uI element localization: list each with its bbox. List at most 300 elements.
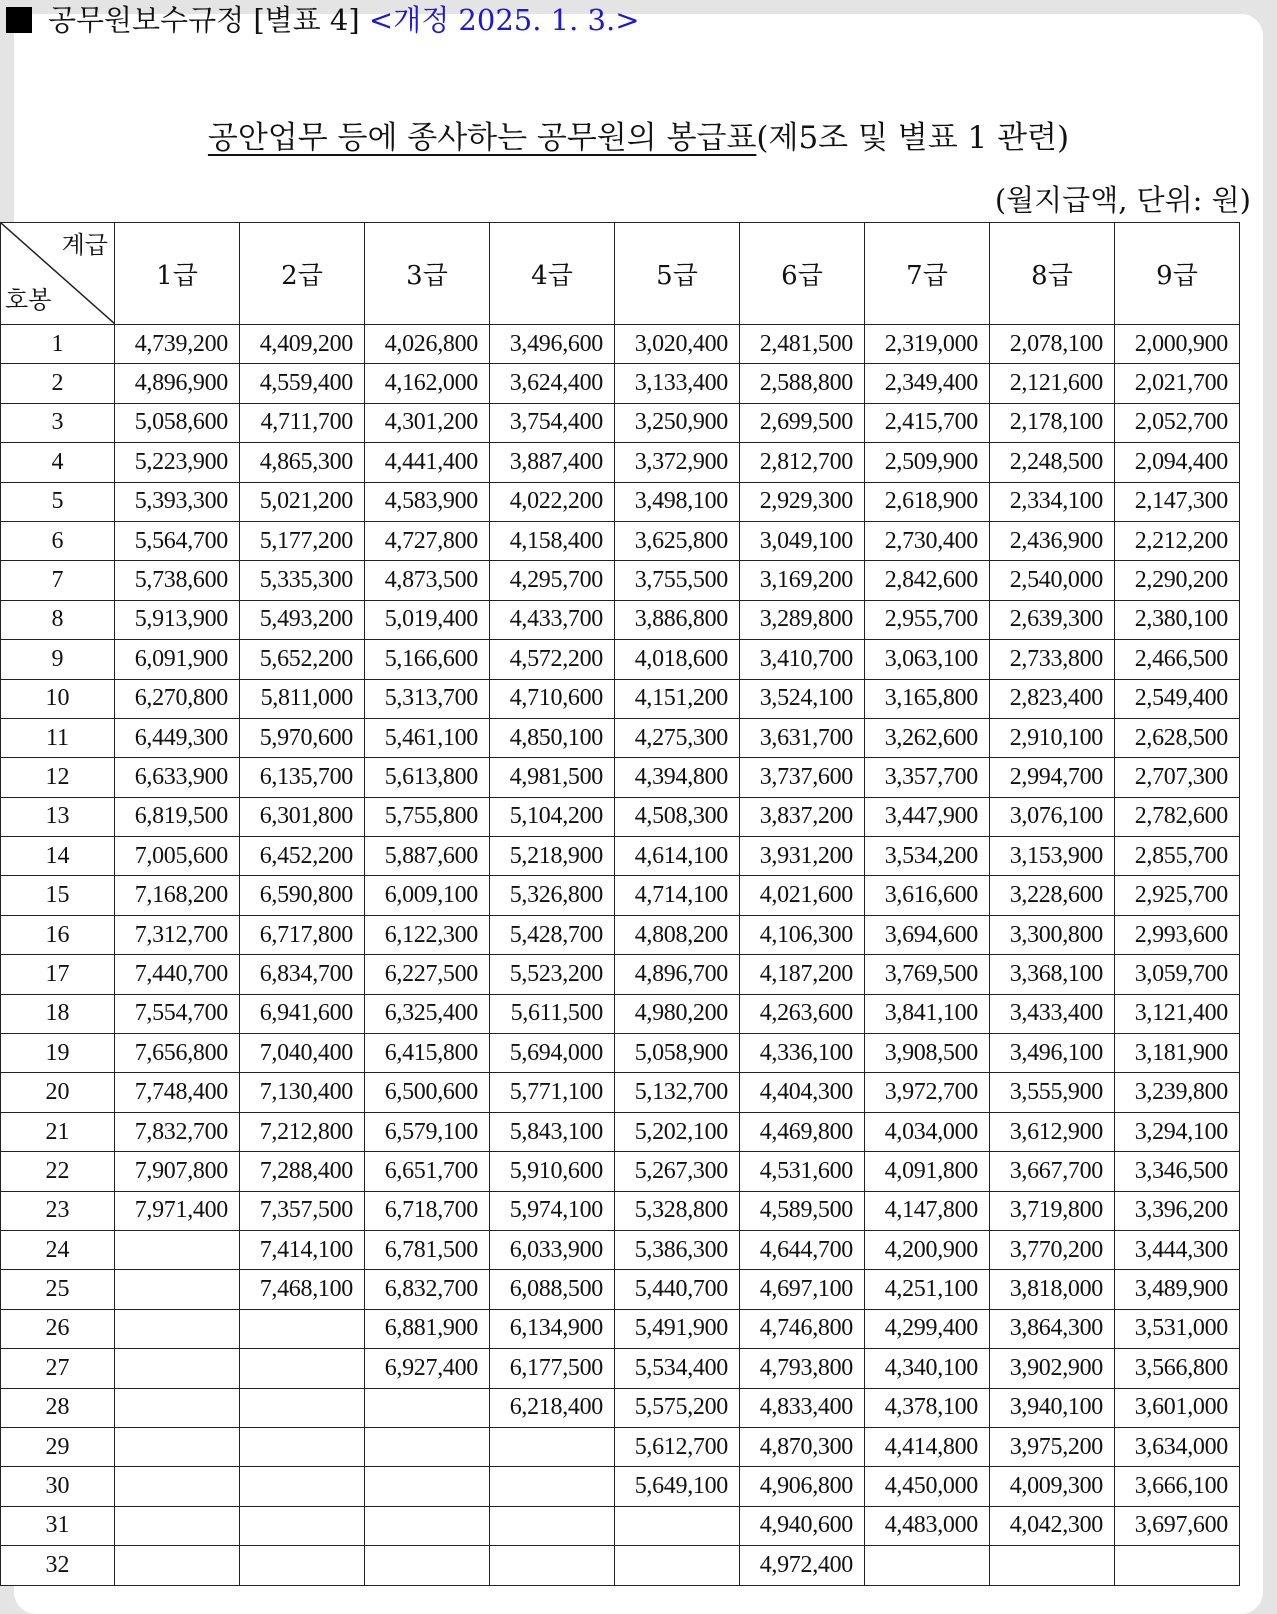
salary-cell: 3,719,800 (990, 1191, 1115, 1230)
salary-cell (365, 1506, 490, 1545)
salary-cell: 4,433,700 (490, 600, 615, 639)
salary-cell: 4,441,400 (365, 443, 490, 482)
salary-cell: 2,212,200 (1115, 521, 1240, 560)
salary-cell: 2,121,600 (990, 364, 1115, 403)
salary-cell: 3,063,100 (865, 640, 990, 679)
salary-cell: 3,931,200 (740, 837, 865, 876)
salary-cell: 5,564,700 (115, 521, 240, 560)
salary-cell: 7,357,500 (240, 1191, 365, 1230)
table-row (1, 876, 1240, 915)
salary-cell: 4,336,100 (740, 1034, 865, 1073)
step-cell: 23 (1, 1191, 115, 1230)
step-cell: 29 (1, 1427, 115, 1466)
salary-cell: 4,711,700 (240, 403, 365, 442)
salary-cell: 3,769,500 (865, 955, 990, 994)
salary-cell: 3,667,700 (990, 1152, 1115, 1191)
salary-cell: 4,508,300 (615, 797, 740, 836)
table-row (1, 1270, 1240, 1309)
salary-cell: 4,980,200 (615, 994, 740, 1033)
salary-cell (865, 1546, 990, 1585)
salary-cell: 5,913,900 (115, 600, 240, 639)
salary-cell: 7,656,800 (115, 1034, 240, 1073)
salary-cell: 5,328,800 (615, 1191, 740, 1230)
salary-cell (115, 1546, 240, 1585)
salary-cell: 3,489,900 (1115, 1270, 1240, 1309)
salary-cell: 5,974,100 (490, 1191, 615, 1230)
salary-cell: 3,864,300 (990, 1309, 1115, 1348)
grade-header: 1급 (115, 223, 240, 325)
salary-cell: 3,410,700 (740, 640, 865, 679)
salary-cell: 4,850,100 (490, 718, 615, 757)
title-main: 공안업무 등에 종사하는 공무원의 봉급표 (207, 120, 757, 156)
salary-cell: 2,540,000 (990, 561, 1115, 600)
salary-cell: 6,500,600 (365, 1073, 490, 1112)
salary-cell (115, 1506, 240, 1545)
table-row (1, 521, 1240, 560)
table-row (1, 364, 1240, 403)
salary-cell: 5,267,300 (615, 1152, 740, 1191)
salary-cell: 3,239,800 (1115, 1073, 1240, 1112)
table-row (1, 482, 1240, 521)
salary-cell: 2,855,700 (1115, 837, 1240, 876)
salary-cell: 3,697,600 (1115, 1506, 1240, 1545)
salary-cell: 4,714,100 (615, 876, 740, 915)
salary-cell: 6,651,700 (365, 1152, 490, 1191)
header-row (1, 223, 1240, 325)
salary-cell: 6,091,900 (115, 640, 240, 679)
salary-cell: 4,187,200 (740, 955, 865, 994)
grade-header: 7급 (865, 223, 990, 325)
salary-cell: 2,415,700 (865, 403, 990, 442)
salary-cell (115, 1467, 240, 1506)
salary-cell: 5,613,800 (365, 758, 490, 797)
step-cell: 31 (1, 1506, 115, 1545)
salary-cell: 5,611,500 (490, 994, 615, 1033)
salary-cell: 3,250,900 (615, 403, 740, 442)
salary-cell (240, 1506, 365, 1545)
salary-cell: 3,049,100 (740, 521, 865, 560)
salary-cell: 2,380,100 (1115, 600, 1240, 639)
salary-cell: 6,325,400 (365, 994, 490, 1033)
grade-header: 6급 (740, 223, 865, 325)
table-row (1, 1546, 1240, 1585)
salary-cell: 3,837,200 (740, 797, 865, 836)
salary-cell: 4,022,200 (490, 482, 615, 521)
salary-cell: 3,666,100 (1115, 1467, 1240, 1506)
salary-cell (115, 1427, 240, 1466)
step-cell: 25 (1, 1270, 115, 1309)
salary-cell: 3,165,800 (865, 679, 990, 718)
table-row (1, 640, 1240, 679)
table-row (1, 718, 1240, 757)
salary-cell: 3,940,100 (990, 1388, 1115, 1427)
salary-cell: 6,832,700 (365, 1270, 490, 1309)
regulation-name: 공무원보수규정 [별표 4] (48, 3, 360, 37)
salary-cell: 3,534,200 (865, 837, 990, 876)
salary-cell: 3,524,100 (740, 679, 865, 718)
salary-cell: 3,153,900 (990, 837, 1115, 876)
salary-cell: 3,121,400 (1115, 994, 1240, 1033)
step-cell: 4 (1, 443, 115, 482)
salary-cell: 6,590,800 (240, 876, 365, 915)
salary-cell: 2,000,900 (1115, 325, 1240, 364)
salary-cell: 7,748,400 (115, 1073, 240, 1112)
salary-cell: 4,697,100 (740, 1270, 865, 1309)
salary-cell: 7,212,800 (240, 1112, 365, 1151)
salary-cell: 3,262,600 (865, 718, 990, 757)
salary-cell: 3,555,900 (990, 1073, 1115, 1112)
salary-cell: 4,469,800 (740, 1112, 865, 1151)
salary-cell: 4,710,600 (490, 679, 615, 718)
salary-cell: 5,523,200 (490, 955, 615, 994)
salary-cell: 2,823,400 (990, 679, 1115, 718)
step-cell: 27 (1, 1349, 115, 1388)
table-row (1, 955, 1240, 994)
salary-cell: 2,248,500 (990, 443, 1115, 482)
table-row (1, 1034, 1240, 1073)
table-row (1, 915, 1240, 954)
salary-cell: 4,896,700 (615, 955, 740, 994)
salary-cell: 6,927,400 (365, 1349, 490, 1388)
step-cell: 19 (1, 1034, 115, 1073)
salary-cell: 4,378,100 (865, 1388, 990, 1427)
salary-cell: 6,718,700 (365, 1191, 490, 1230)
salary-cell: 4,091,800 (865, 1152, 990, 1191)
salary-cell: 5,771,100 (490, 1073, 615, 1112)
table-title (0, 116, 1277, 160)
table-row (1, 443, 1240, 482)
step-cell: 15 (1, 876, 115, 915)
salary-cell: 3,076,100 (990, 797, 1115, 836)
salary-cell: 3,612,900 (990, 1112, 1115, 1151)
salary-cell: 4,295,700 (490, 561, 615, 600)
salary-cell: 3,625,800 (615, 521, 740, 560)
table-row (1, 1309, 1240, 1348)
salary-cell: 3,020,400 (615, 325, 740, 364)
salary-cell: 3,181,900 (1115, 1034, 1240, 1073)
salary-cell: 3,169,200 (740, 561, 865, 600)
salary-cell: 2,481,500 (740, 325, 865, 364)
salary-cell: 4,301,200 (365, 403, 490, 442)
salary-cell: 5,887,600 (365, 837, 490, 876)
salary-cell: 4,409,200 (240, 325, 365, 364)
salary-cell: 4,026,800 (365, 325, 490, 364)
salary-cell: 6,301,800 (240, 797, 365, 836)
salary-cell: 5,019,400 (365, 600, 490, 639)
grade-header: 9급 (1115, 223, 1240, 325)
salary-cell: 3,444,300 (1115, 1230, 1240, 1269)
salary-cell: 2,910,100 (990, 718, 1115, 757)
step-cell: 9 (1, 640, 115, 679)
salary-cell: 4,251,100 (865, 1270, 990, 1309)
salary-cell: 3,770,200 (990, 1230, 1115, 1269)
table-row (1, 600, 1240, 639)
step-cell: 5 (1, 482, 115, 521)
salary-cell: 2,078,100 (990, 325, 1115, 364)
salary-cell: 5,440,700 (615, 1270, 740, 1309)
salary-cell (490, 1506, 615, 1545)
table-row (1, 1467, 1240, 1506)
salary-cell: 2,618,900 (865, 482, 990, 521)
salary-cell: 4,263,600 (740, 994, 865, 1033)
salary-cell: 2,334,100 (990, 482, 1115, 521)
salary-cell: 5,058,600 (115, 403, 240, 442)
salary-cell: 7,468,100 (240, 1270, 365, 1309)
salary-cell: 2,929,300 (740, 482, 865, 521)
salary-cell: 2,178,100 (990, 403, 1115, 442)
salary-cell: 3,300,800 (990, 915, 1115, 954)
salary-cell: 2,707,300 (1115, 758, 1240, 797)
salary-cell (240, 1309, 365, 1348)
salary-cell: 3,886,800 (615, 600, 740, 639)
salary-cell: 7,414,100 (240, 1230, 365, 1269)
salary-cell: 2,147,300 (1115, 482, 1240, 521)
salary-cell: 7,168,200 (115, 876, 240, 915)
salary-cell: 4,404,300 (740, 1073, 865, 1112)
salary-cell: 5,393,300 (115, 482, 240, 521)
salary-cell: 2,628,500 (1115, 718, 1240, 757)
salary-cell: 3,447,900 (865, 797, 990, 836)
grade-header: 3급 (365, 223, 490, 325)
salary-cell: 4,340,100 (865, 1349, 990, 1388)
salary-cell: 3,357,700 (865, 758, 990, 797)
salary-cell: 3,616,600 (865, 876, 990, 915)
salary-cell: 4,147,800 (865, 1191, 990, 1230)
salary-cell: 3,624,400 (490, 364, 615, 403)
salary-cell: 2,993,600 (1115, 915, 1240, 954)
salary-cell: 5,738,600 (115, 561, 240, 600)
grade-header: 4급 (490, 223, 615, 325)
salary-cell: 4,450,000 (865, 1467, 990, 1506)
salary-cell (490, 1467, 615, 1506)
salary-cell: 5,534,400 (615, 1349, 740, 1388)
salary-cell: 5,428,700 (490, 915, 615, 954)
salary-cell: 7,130,400 (240, 1073, 365, 1112)
salary-cell: 4,034,000 (865, 1112, 990, 1151)
regulation-header (6, 2, 640, 38)
salary-cell: 5,326,800 (490, 876, 615, 915)
step-cell: 24 (1, 1230, 115, 1269)
salary-cell: 7,907,800 (115, 1152, 240, 1191)
salary-cell: 5,177,200 (240, 521, 365, 560)
salary-cell: 2,925,700 (1115, 876, 1240, 915)
salary-cell: 2,319,000 (865, 325, 990, 364)
salary-cell: 6,415,800 (365, 1034, 490, 1073)
table-row (1, 1073, 1240, 1112)
salary-cell: 4,200,900 (865, 1230, 990, 1269)
corner-step-label: 호봉 (5, 286, 52, 314)
salary-cell: 3,887,400 (490, 443, 615, 482)
salary-cell: 5,811,000 (240, 679, 365, 718)
table-row (1, 1230, 1240, 1269)
salary-cell: 4,559,400 (240, 364, 365, 403)
grade-header: 8급 (990, 223, 1115, 325)
salary-cell: 2,549,400 (1115, 679, 1240, 718)
salary-cell (615, 1546, 740, 1585)
salary-cell (115, 1230, 240, 1269)
salary-cell: 3,294,100 (1115, 1112, 1240, 1151)
salary-cell: 6,633,900 (115, 758, 240, 797)
salary-cell: 6,033,900 (490, 1230, 615, 1269)
salary-cell: 4,940,600 (740, 1506, 865, 1545)
salary-cell: 5,694,000 (490, 1034, 615, 1073)
salary-cell: 4,021,600 (740, 876, 865, 915)
salary-cell: 5,202,100 (615, 1112, 740, 1151)
table-row (1, 1349, 1240, 1388)
salary-cell: 6,819,500 (115, 797, 240, 836)
salary-cell: 2,588,800 (740, 364, 865, 403)
step-cell: 21 (1, 1112, 115, 1151)
salary-cell: 6,177,500 (490, 1349, 615, 1388)
table-row (1, 1191, 1240, 1230)
salary-cell (615, 1506, 740, 1545)
table-row (1, 1388, 1240, 1427)
salary-cell: 6,009,100 (365, 876, 490, 915)
table-row (1, 797, 1240, 836)
salary-cell: 2,955,700 (865, 600, 990, 639)
step-cell: 26 (1, 1309, 115, 1348)
salary-table-body (1, 325, 1240, 1586)
salary-cell: 2,730,400 (865, 521, 990, 560)
step-cell: 3 (1, 403, 115, 442)
salary-cell: 2,509,900 (865, 443, 990, 482)
step-cell: 20 (1, 1073, 115, 1112)
salary-cell: 6,227,500 (365, 955, 490, 994)
salary-cell: 5,218,900 (490, 837, 615, 876)
step-cell: 12 (1, 758, 115, 797)
salary-cell (490, 1546, 615, 1585)
salary-cell: 3,841,100 (865, 994, 990, 1033)
unit-note: (월지급액, 단위: 원) (994, 183, 1251, 217)
step-cell: 22 (1, 1152, 115, 1191)
salary-cell: 3,289,800 (740, 600, 865, 639)
salary-cell: 6,135,700 (240, 758, 365, 797)
salary-cell: 4,583,900 (365, 482, 490, 521)
salary-cell: 2,733,800 (990, 640, 1115, 679)
table-row (1, 561, 1240, 600)
salary-cell: 4,873,500 (365, 561, 490, 600)
table-row (1, 679, 1240, 718)
salary-cell: 4,808,200 (615, 915, 740, 954)
step-cell: 16 (1, 915, 115, 954)
corner-header (1, 223, 115, 325)
salary-cell: 4,793,800 (740, 1349, 865, 1388)
salary-cell: 4,018,600 (615, 640, 740, 679)
salary-cell: 2,466,500 (1115, 640, 1240, 679)
table-row (1, 325, 1240, 364)
title-suffix: (제5조 및 별표 1 관련) (756, 120, 1070, 156)
salary-cell: 5,843,100 (490, 1112, 615, 1151)
salary-cell (240, 1349, 365, 1388)
step-cell: 28 (1, 1388, 115, 1427)
salary-cell: 3,902,900 (990, 1349, 1115, 1388)
salary-cell: 6,452,200 (240, 837, 365, 876)
salary-cell: 5,058,900 (615, 1034, 740, 1073)
salary-cell: 4,739,200 (115, 325, 240, 364)
salary-cell: 4,870,300 (740, 1427, 865, 1466)
revision-date-link[interactable]: <개정 2025. 1. 3.> (368, 3, 640, 37)
salary-cell: 6,449,300 (115, 718, 240, 757)
salary-cell: 5,755,800 (365, 797, 490, 836)
salary-cell: 3,755,500 (615, 561, 740, 600)
salary-cell: 3,634,000 (1115, 1427, 1240, 1466)
salary-cell: 4,589,500 (740, 1191, 865, 1230)
salary-cell (240, 1427, 365, 1466)
corner-grade-label: 계급 (61, 231, 108, 259)
salary-cell: 6,881,900 (365, 1309, 490, 1348)
salary-cell: 3,059,700 (1115, 955, 1240, 994)
salary-cell (365, 1546, 490, 1585)
salary-cell: 4,972,400 (740, 1546, 865, 1585)
salary-cell (240, 1467, 365, 1506)
salary-cell: 5,575,200 (615, 1388, 740, 1427)
salary-cell: 5,386,300 (615, 1230, 740, 1269)
salary-cell: 2,699,500 (740, 403, 865, 442)
salary-cell: 7,005,600 (115, 837, 240, 876)
salary-cell: 6,781,500 (365, 1230, 490, 1269)
salary-cell: 7,971,400 (115, 1191, 240, 1230)
table-row (1, 837, 1240, 876)
salary-cell (490, 1427, 615, 1466)
salary-cell: 5,021,200 (240, 482, 365, 521)
salary-cell (365, 1467, 490, 1506)
step-cell: 32 (1, 1546, 115, 1585)
salary-cell: 3,396,200 (1115, 1191, 1240, 1230)
table-row (1, 758, 1240, 797)
step-cell: 11 (1, 718, 115, 757)
salary-cell: 5,461,100 (365, 718, 490, 757)
table-row (1, 403, 1240, 442)
salary-cell: 3,975,200 (990, 1427, 1115, 1466)
salary-cell: 3,566,800 (1115, 1349, 1240, 1388)
step-cell: 14 (1, 837, 115, 876)
salary-cell: 5,970,600 (240, 718, 365, 757)
salary-cell: 5,491,900 (615, 1309, 740, 1348)
table-row (1, 1427, 1240, 1466)
salary-cell: 6,088,500 (490, 1270, 615, 1309)
salary-cell: 3,133,400 (615, 364, 740, 403)
salary-cell (365, 1427, 490, 1466)
salary-cell (240, 1546, 365, 1585)
salary-cell: 6,834,700 (240, 955, 365, 994)
salary-cell: 5,910,600 (490, 1152, 615, 1191)
salary-cell: 2,349,400 (865, 364, 990, 403)
salary-cell: 5,132,700 (615, 1073, 740, 1112)
salary-cell: 5,166,600 (365, 640, 490, 679)
salary-cell: 2,436,900 (990, 521, 1115, 560)
salary-cell: 3,372,900 (615, 443, 740, 482)
salary-cell: 5,652,200 (240, 640, 365, 679)
step-cell: 18 (1, 994, 115, 1033)
salary-cell: 2,052,700 (1115, 403, 1240, 442)
table-row (1, 1506, 1240, 1545)
salary-cell: 6,270,800 (115, 679, 240, 718)
salary-cell: 7,832,700 (115, 1112, 240, 1151)
salary-cell: 7,554,700 (115, 994, 240, 1033)
step-cell: 13 (1, 797, 115, 836)
step-cell: 17 (1, 955, 115, 994)
salary-cell (1115, 1546, 1240, 1585)
salary-cell: 4,865,300 (240, 443, 365, 482)
step-cell: 1 (1, 325, 115, 364)
salary-cell: 3,496,600 (490, 325, 615, 364)
salary-cell: 2,842,600 (865, 561, 990, 600)
grade-header: 2급 (240, 223, 365, 325)
salary-cell: 3,531,000 (1115, 1309, 1240, 1348)
salary-cell (115, 1270, 240, 1309)
salary-cell: 4,727,800 (365, 521, 490, 560)
salary-cell: 4,042,300 (990, 1506, 1115, 1545)
